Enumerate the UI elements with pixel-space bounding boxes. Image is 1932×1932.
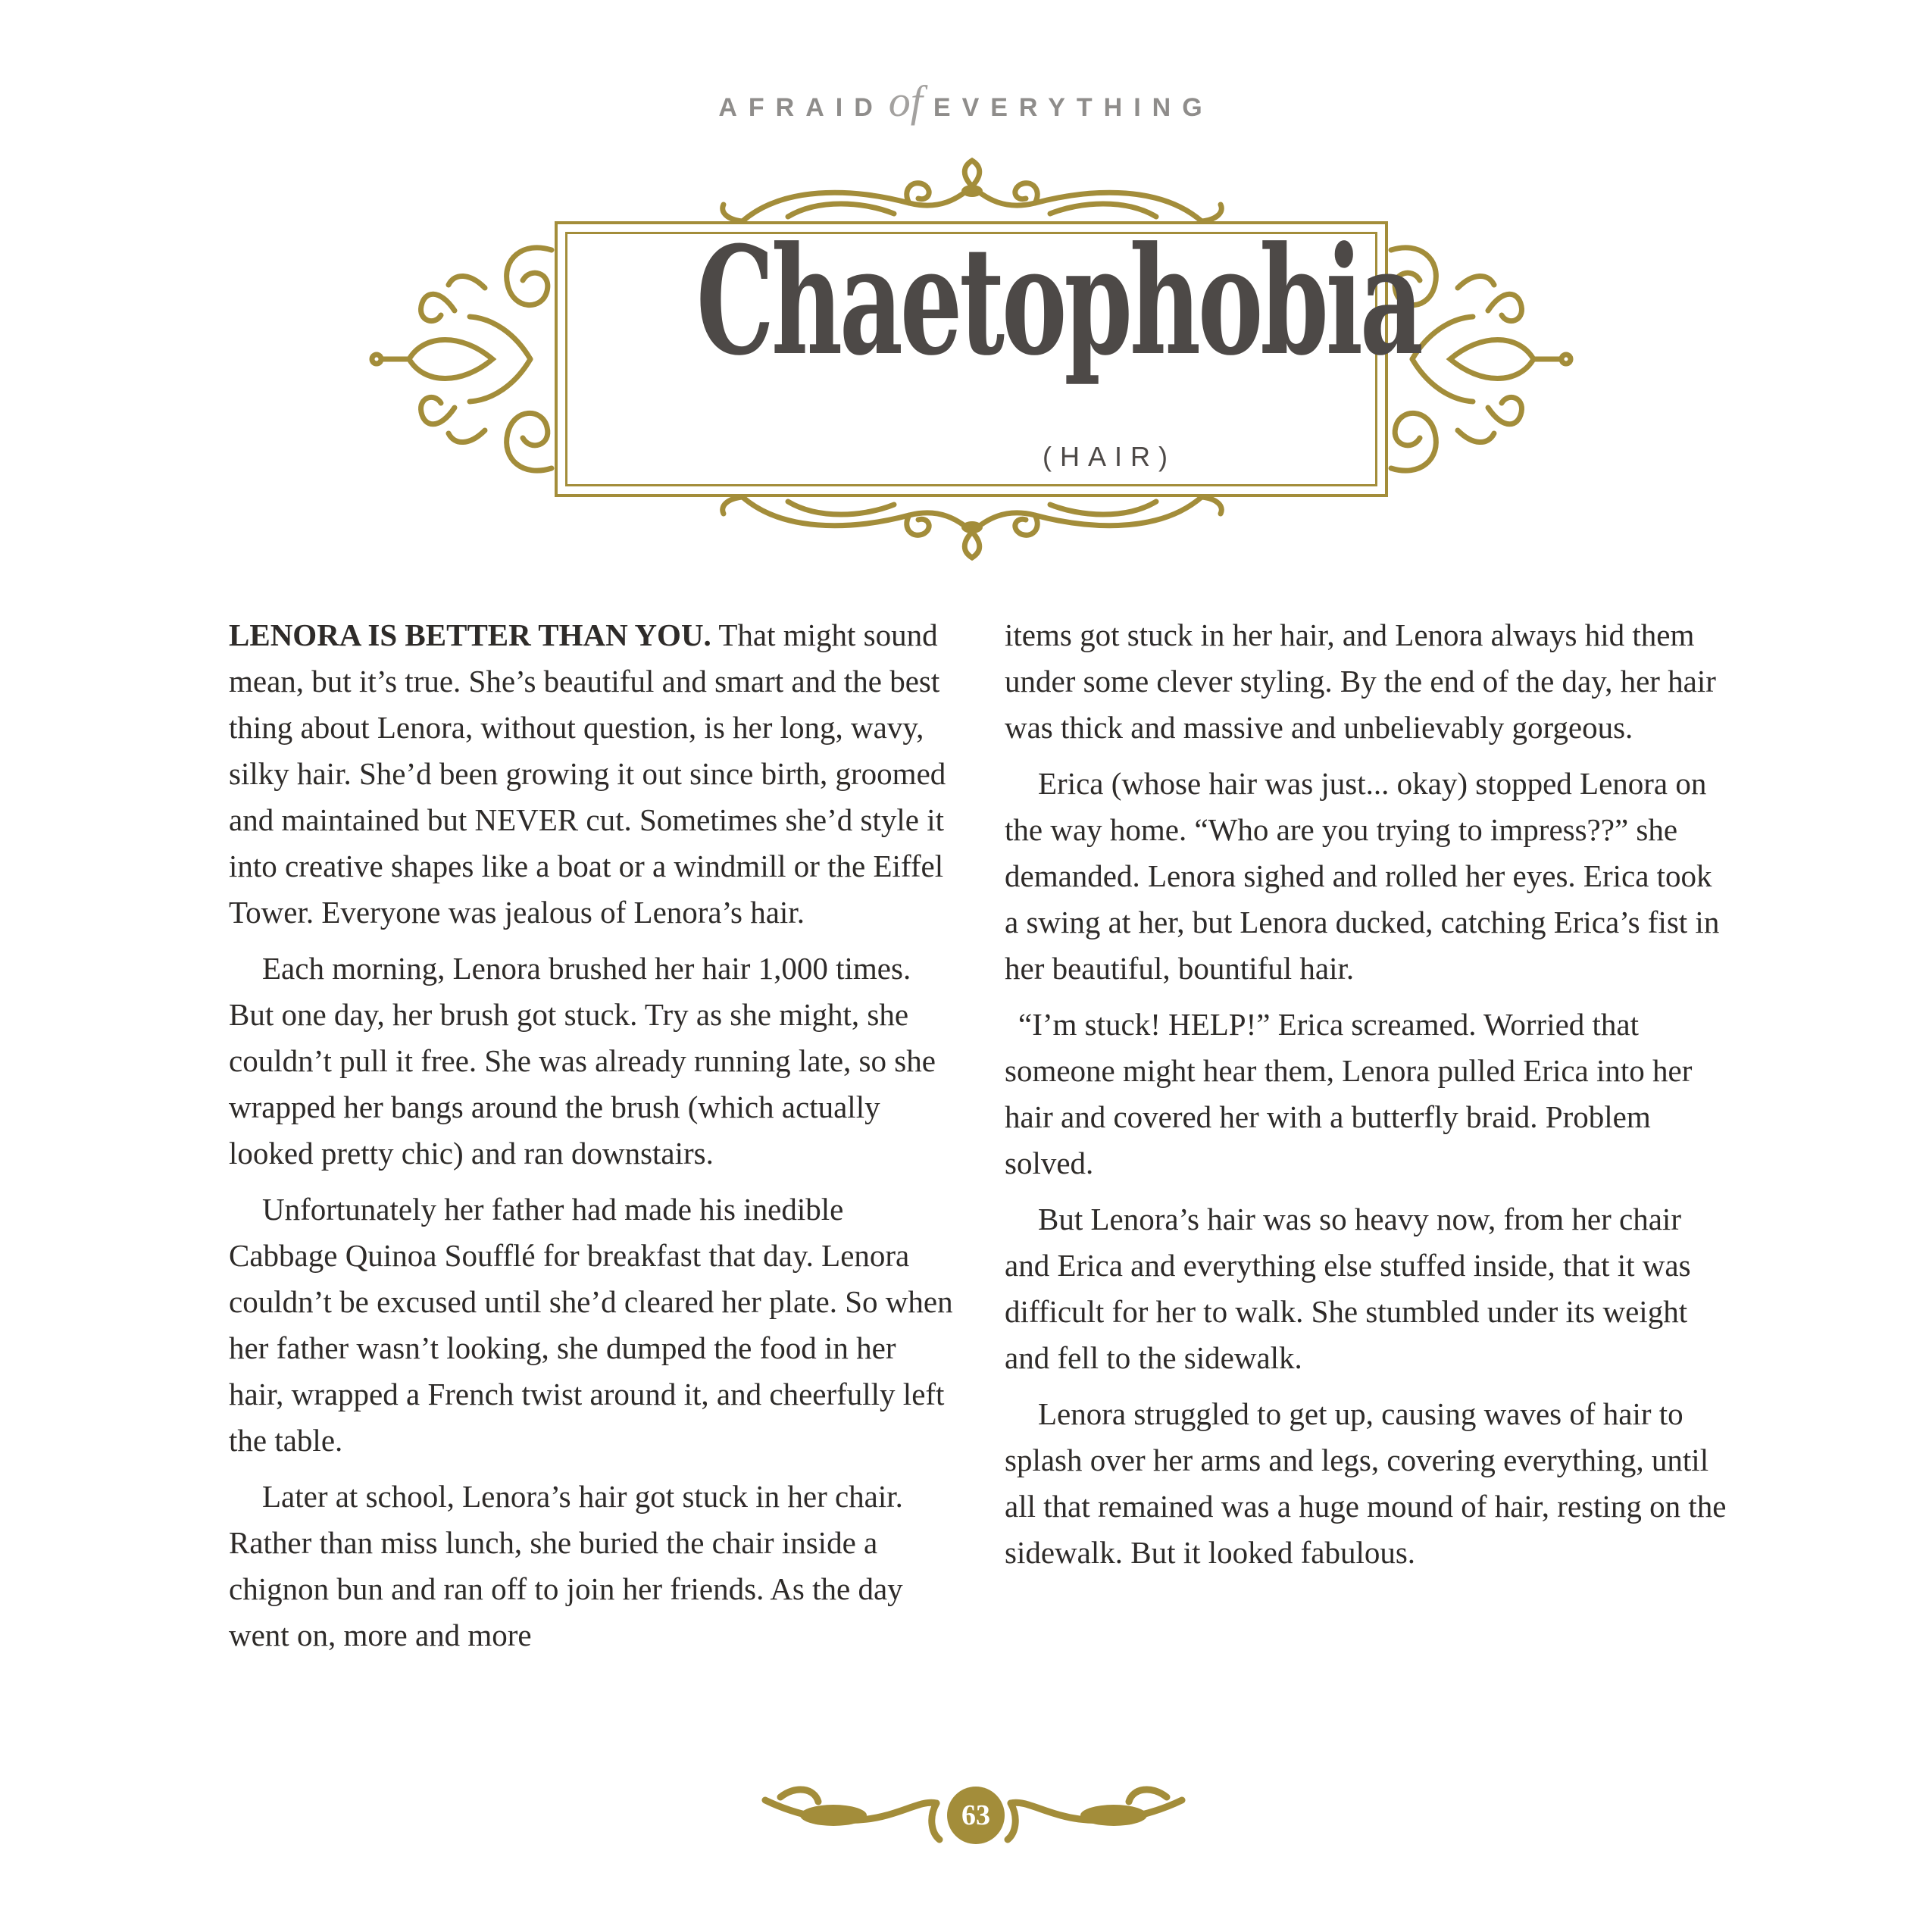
chapter-title: Chaetophobia — [696, 214, 1421, 389]
left-scroll-ornament-icon — [372, 248, 552, 470]
paragraph: “I’m stuck! HELP!” Erica screamed. Worried that someone might hear them, Lenora pulled Erica into her hair and covered her with a butterfly braid. Problem solved. — [1005, 1007, 1693, 1180]
paragraph: Each morning, Lenora brushed her hair 1,000 times. But one day, her brush got stuck. Try as she might, she couldn’t pull it free. She was already running late, so she wrapped her bangs around the brush (which actually looked pretty chic) and ran downstairs. — [229, 951, 936, 1171]
paragraph: items got stuck in her hair, and Lenora always hid them under some clever styling. By the end of the day, her hair was thick and massive and unbelievably gorgeous. — [1005, 617, 1716, 745]
paragraph: Lenora struggled to get up, causing waves of hair to splash over her arms and legs, covering everything, until all that remained was a huge mound of hair, resting on the sidewalk. But it looked fabulous. — [1005, 1396, 1727, 1570]
chapter-subtitle: (HAIR) — [1029, 441, 1190, 473]
page-number: 63 — [947, 1787, 1005, 1844]
paragraph: Unfortunately her father had made his inedible Cabbage Quinoa Soufflé for breakfast that day. Lenora couldn’t be excused until she’d cleared her plate. So when her father wasn’t looking, she dumped the food in her hair, wrapped a French twist around it, and cheerfully left the table. — [229, 1192, 953, 1458]
body-column-left — [229, 612, 956, 1668]
running-head-of: of — [888, 77, 923, 126]
paragraph: Later at school, Lenora’s hair got stuck in her chair. Rather than miss lunch, she buried the chair inside a chignon bun and ran off to join her friends. As the day went on, more and more — [229, 1479, 903, 1652]
paragraph-text: That might sound mean, but it’s true. She’s beautiful and smart and the best thing about Lenora, without question, is her long, wavy, silky hair. She’d been growing it out since birth, groomed and maintained but NEVER cut. Sometimes she’d style it into creative shapes like a boat or a windmill or the Eiffel Tower. Everyone was jealous of Lenora’s hair. — [229, 617, 946, 930]
paragraph: Erica (whose hair was just... okay) stopped Lenora on the way home. “Who are you trying to impress??” she demanded. Lenora sighed and rolled her eyes. Erica took a swing at her, but Lenora ducked, catching Erica’s fist in her beautiful, bountiful hair. — [1005, 766, 1720, 986]
running-head-left: AFRAID — [718, 93, 884, 122]
paragraph: But Lenora’s hair was so heavy now, from her chair and Erica and everything else stuffed inside, that it was difficult for her to walk. She stumbled under its weight and fell to the sidewalk. — [1005, 1202, 1691, 1375]
paragraph — [229, 612, 956, 936]
lead-in: LENORA IS BETTER THAN YOU. — [229, 617, 711, 652]
body-column-right — [1005, 612, 1732, 1586]
running-head-right: EVERYTHING — [933, 93, 1214, 122]
